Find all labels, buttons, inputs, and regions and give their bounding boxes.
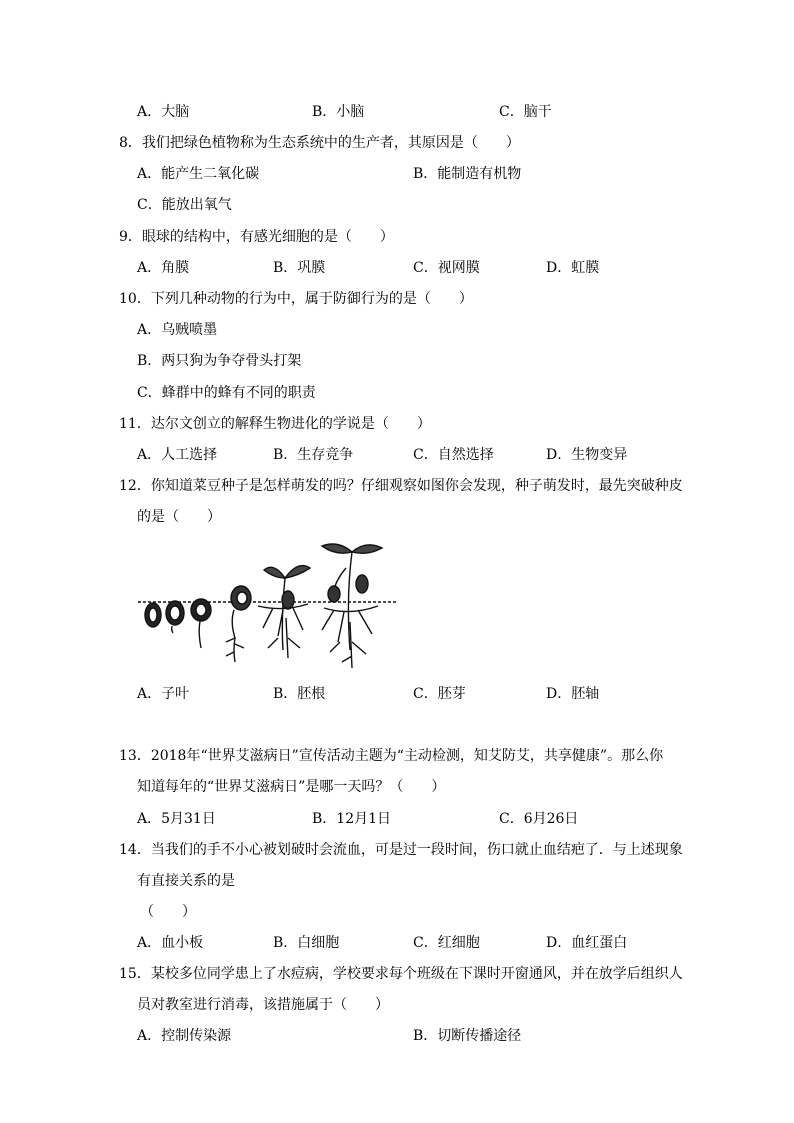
q8-stem: 8．我们把绿色植物称为生态系统中的生产者，其原因是（ ） (119, 135, 520, 151)
seed-stage-3 (191, 599, 211, 648)
q15-stem-line2: 员对教室进行消毒，该措施属于（ ） (137, 997, 389, 1013)
q11-option-a: A．人工选择 (137, 447, 218, 463)
q12-stem-line2: 的是（ ） (137, 509, 221, 525)
q15-stem-line1: 15．某校多位同学患上了水痘病，学校要求每个班级在下课时开窗通风，并在放学后组织人 (119, 966, 683, 982)
q9-stem: 9．眼球的结构中，有感光细胞的是（ ） (119, 229, 394, 245)
q12-option-b: B．胚根 (273, 686, 326, 702)
q13-option-b: B．12月1日 (312, 811, 392, 827)
q10-option-b: B．两只狗为争夺骨头打架 (137, 353, 302, 369)
q12-option-a: A．子叶 (137, 686, 190, 702)
q13-stem-line2: 知道每年的“世界艾滋病日”是哪一天吗？（ ） (137, 779, 446, 795)
q8-option-b: B．能制造有机物 (413, 166, 522, 182)
q14-option-a: A．血小板 (137, 935, 204, 951)
q14-stem-line3: （ ） (140, 904, 196, 920)
seed-stage-6 (322, 544, 382, 668)
q9-option-d: D．虹膜 (546, 260, 600, 276)
seed-stage-2 (166, 601, 184, 633)
q8-option-c: C．能放出氧气 (137, 197, 232, 213)
q9-option-a: A．角膜 (137, 260, 190, 276)
q14-option-b: B．白细胞 (273, 935, 340, 951)
q12-option-d: D．胚轴 (546, 686, 600, 702)
q10-option-a: A．乌贼喷墨 (137, 322, 218, 338)
q9-option-c: C．视网膜 (413, 260, 480, 276)
seed-germination-figure (138, 538, 400, 672)
q11-stem: 11．达尔文创立的解释生物进化的学说是（ ） (119, 416, 431, 432)
q9-option-b: B．巩膜 (273, 260, 326, 276)
q13-option-c: C．6月26日 (499, 811, 579, 827)
seed-stage-4 (226, 586, 251, 662)
q12-option-c: C．胚芽 (413, 686, 466, 702)
q7-option-a: A．大脑 (137, 104, 190, 120)
q11-option-b: B．生存竞争 (273, 447, 354, 463)
q11-option-d: D．生物变异 (546, 447, 628, 463)
q15-option-b: B．切断传播途径 (413, 1028, 522, 1044)
q14-stem-line1: 14．当我们的手不小心被划破时会流血，可是过一段时间，伤口就止血结疤了．与上述现象 (119, 842, 683, 858)
q15-option-a: A．控制传染源 (137, 1028, 232, 1044)
q7-option-c: C．脑干 (499, 104, 552, 120)
q14-option-c: C．红细胞 (413, 935, 480, 951)
seed-stage-5 (258, 566, 310, 658)
q10-option-c: C．蜂群中的蜂有不同的职责 (137, 385, 316, 401)
q13-option-a: A．5月31日 (137, 811, 216, 827)
q12-stem-line1: 12．你知道菜豆种子是怎样萌发的吗？仔细观察如图你会发现，种子萌发时，最先突破种皮 (119, 478, 683, 494)
q8-option-a: A．能产生二氧化碳 (137, 166, 260, 182)
q14-stem-line2: 有直接关系的是 (137, 873, 235, 889)
q14-option-d: D．血红蛋白 (546, 935, 628, 951)
q10-stem: 10．下列几种动物的行为中，属于防御行为的是（ ） (119, 291, 473, 307)
q11-option-c: C．自然选择 (413, 447, 494, 463)
q7-option-b: B．小脑 (312, 104, 365, 120)
seed-stage-1 (145, 603, 161, 627)
q13-stem-line1: 13．2018年“世界艾滋病日”宣传活动主题为“主动检测，知艾防艾，共享健康”。那么你 (119, 748, 664, 764)
